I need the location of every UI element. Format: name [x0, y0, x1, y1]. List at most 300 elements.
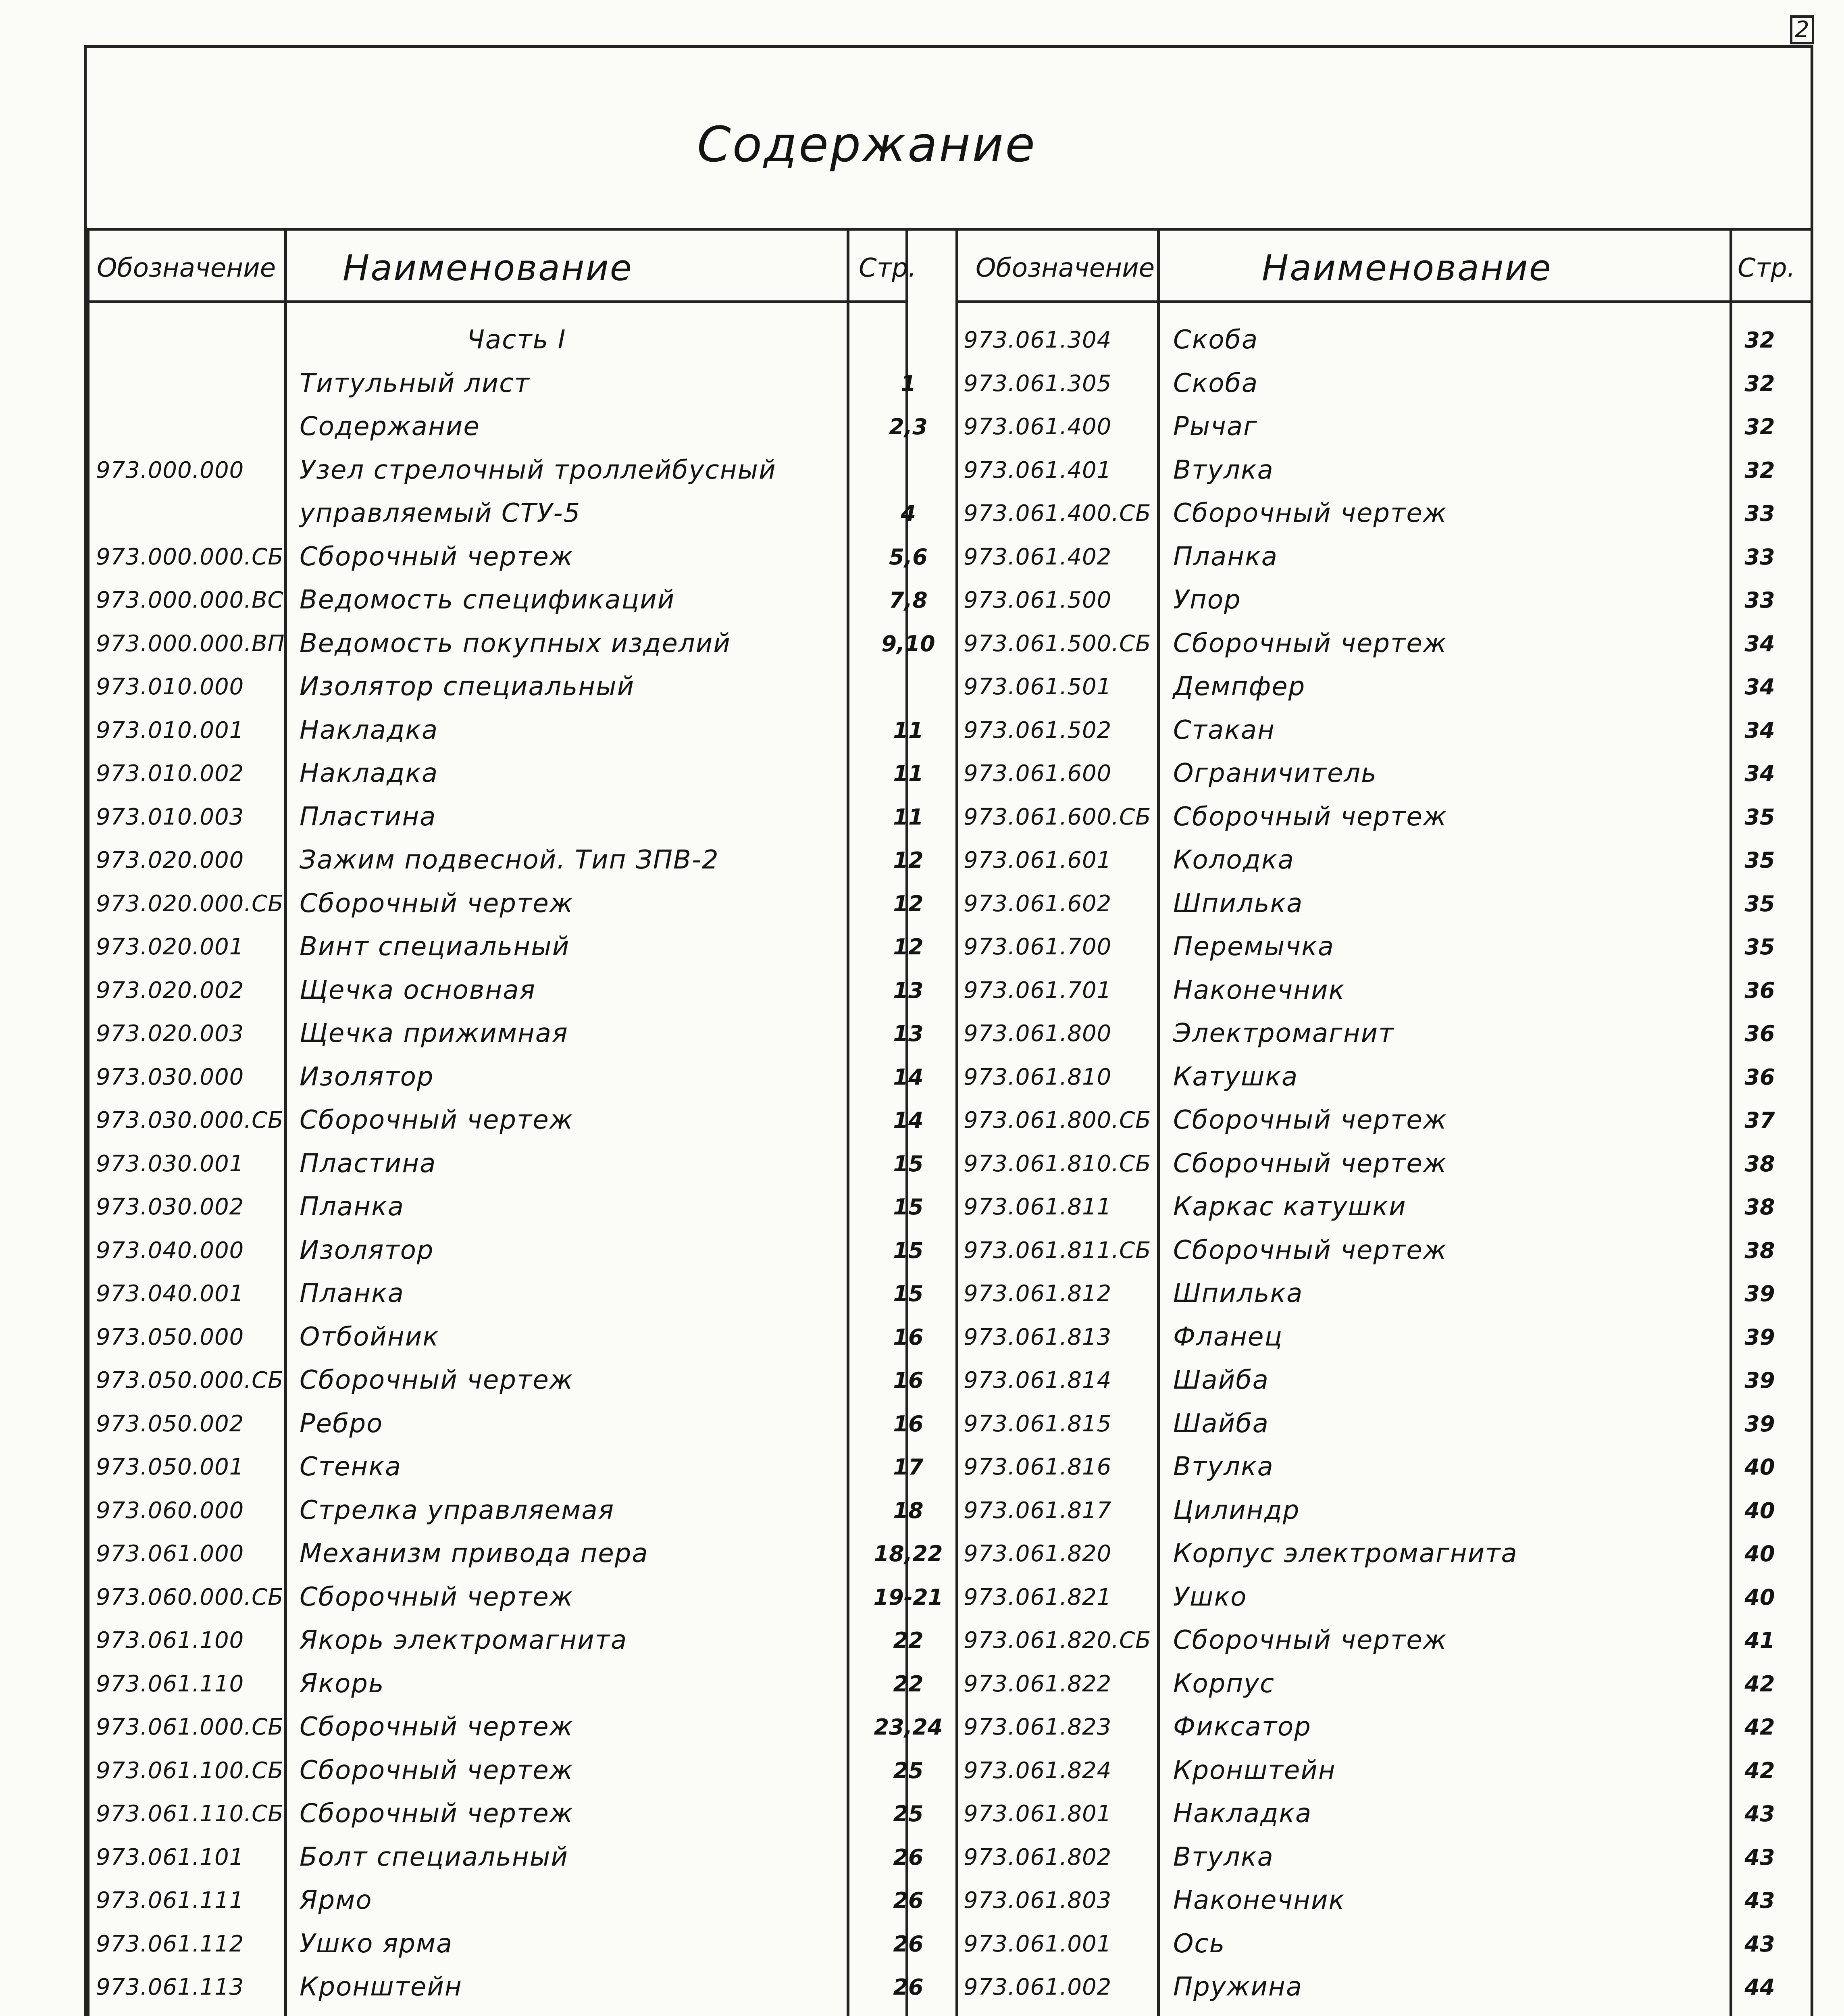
row-name: Шайба: [1173, 1365, 1269, 1395]
row-name: Изолятор специальный: [300, 672, 635, 702]
row-page: 43: [1744, 1801, 1775, 1826]
row-code: 973.061.401: [964, 457, 1112, 483]
row-page: 34: [1744, 761, 1775, 786]
row-page: 18,22: [874, 1541, 943, 1566]
row-page: 42: [1744, 1714, 1775, 1740]
row-name: Шпилька: [1173, 1279, 1303, 1308]
row-code: 973.000.000: [96, 457, 244, 483]
row-code: 973.020.002: [96, 977, 244, 1004]
row-code: 973.061.822: [964, 1670, 1112, 1697]
contents-row: [84, 839, 924, 882]
contents-row: [84, 1619, 924, 1662]
row-name: Кронштейн: [300, 1972, 462, 2002]
row-page: 2,3: [889, 414, 928, 439]
row-code: 973.010.000: [96, 674, 244, 700]
row-code: 973.061.400.СБ: [964, 500, 1151, 527]
contents-row: [955, 882, 1813, 926]
row-code: 973.030.001: [96, 1150, 244, 1177]
row-page: 14: [893, 1064, 924, 1090]
row-name: Фланец: [1173, 1322, 1283, 1352]
row-name: Пластина: [300, 802, 437, 832]
contents-row: [955, 622, 1813, 666]
contents-row: [84, 1229, 924, 1272]
row-page: 33: [1744, 544, 1775, 570]
row-page: 26: [893, 1931, 924, 1957]
row-code: 973.020.001: [96, 934, 244, 960]
row-name: Упор: [1173, 585, 1241, 615]
row-code: 973.061.001: [964, 1931, 1112, 1957]
row-code: 973.020.003: [96, 1020, 244, 1047]
row-name: Сборочный чертеж: [1173, 498, 1447, 528]
row-name: Катушка: [1173, 1062, 1299, 1092]
row-page: 39: [1744, 1411, 1775, 1437]
left-header-name: Наименование: [343, 247, 633, 289]
contents-row: [955, 1532, 1813, 1576]
row-code: 973.061.000: [96, 1541, 244, 1567]
row-name: Ограничитель: [1173, 758, 1377, 788]
row-page: 32: [1744, 371, 1775, 396]
row-name: Сборочный чертеж: [1173, 1105, 1447, 1135]
row-page: 12: [893, 848, 924, 873]
contents-row: [84, 1749, 924, 1793]
row-code: 973.061.002: [964, 1974, 1112, 2000]
row-page: 15: [893, 1151, 924, 1177]
row-page: 36: [1744, 977, 1775, 1003]
row-name: управляемый СТУ-5: [300, 498, 581, 528]
contents-row: [84, 882, 924, 926]
row-page: 34: [1744, 631, 1775, 656]
contents-row: [84, 1402, 924, 1446]
row-code: 973.061.112: [96, 1931, 244, 1957]
row-name: Стенка: [300, 1452, 402, 1482]
contents-row: [84, 1792, 924, 1836]
row-name: Каркас катушки: [1173, 1192, 1407, 1222]
row-page: 19-21: [873, 1584, 943, 1610]
row-page: 11: [893, 761, 924, 786]
contents-row: [955, 1836, 1813, 1879]
row-code: 973.050.000.СБ: [96, 1367, 284, 1393]
row-name: Сборочный чертеж: [1173, 1625, 1447, 1655]
row-page: 39: [1744, 1281, 1775, 1306]
contents-row: [84, 1706, 943, 1749]
contents-row: [955, 709, 1813, 752]
row-page: 26: [893, 1888, 924, 1913]
contents-row: [955, 1489, 1813, 1533]
row-name: Сборочный чертеж: [300, 1799, 574, 1829]
row-name: Часть I: [467, 325, 566, 355]
row-name: Сборочный чертеж: [1173, 1235, 1447, 1265]
row-page: 13: [893, 1021, 924, 1046]
row-code: 973.061.111: [96, 1887, 244, 1914]
contents-row: [955, 796, 1813, 839]
row-page: 17: [893, 1454, 924, 1480]
contents-row: [955, 1445, 1813, 1489]
right-header-divider: [955, 300, 1813, 303]
row-page: 18: [893, 1497, 924, 1523]
right-header-code: Обозначение: [976, 253, 1155, 283]
row-name: Накладка: [300, 758, 439, 788]
contents-row: [84, 1142, 924, 1186]
row-code: 973.061.817: [964, 1497, 1112, 1524]
contents-row: [84, 1879, 924, 1922]
row-code: 973.061.820.СБ: [964, 1627, 1151, 1654]
row-name: Планка: [1173, 541, 1278, 572]
contents-row: [955, 1056, 1813, 1099]
row-page: 1: [901, 371, 916, 396]
row-page: 9,10: [881, 631, 935, 656]
row-page: 22: [893, 1628, 924, 1653]
row-page: 39: [1744, 1324, 1775, 1350]
row-name: Щечка прижимная: [300, 1018, 568, 1048]
contents-row: [955, 579, 1813, 622]
row-code: 973.061.803: [964, 1887, 1112, 1914]
contents-row: [955, 665, 1813, 709]
row-code: 973.020.000: [96, 847, 244, 873]
contents-row: [84, 1532, 943, 1576]
row-code: 973.061.800.СБ: [964, 1107, 1151, 1133]
row-name: Наконечник: [1173, 975, 1345, 1005]
contents-row: [955, 1272, 1813, 1316]
title-divider: [84, 228, 1813, 231]
row-page: 15: [893, 1237, 924, 1263]
row-code: 973.061.811.СБ: [964, 1237, 1151, 1264]
row-code: 973.010.003: [96, 804, 244, 830]
row-code: 973.061.810: [964, 1064, 1112, 1090]
row-page: 35: [1744, 804, 1775, 830]
row-page: 39: [1744, 1368, 1775, 1393]
row-page: 43: [1744, 1844, 1775, 1870]
row-code: 973.050.001: [96, 1454, 244, 1480]
row-page: 16: [893, 1324, 924, 1350]
row-code: 973.000.000.ВП: [96, 630, 285, 657]
row-page: 40: [1744, 1497, 1775, 1523]
contents-row: [84, 1099, 924, 1142]
row-code: [96, 2009, 244, 2016]
row-name: Изолятор: [300, 1235, 434, 1265]
contents-row: [955, 1142, 1813, 1186]
row-code: 973.061.100.СБ: [96, 1757, 284, 1784]
row-code: 973.061.304: [964, 327, 1112, 353]
row-code: 973.061.100: [96, 1627, 244, 1654]
contents-row: [955, 1229, 1813, 1272]
row-name: Втулка: [1173, 1452, 1274, 1482]
row-page: 35: [1744, 934, 1775, 960]
row-name: Якорь: [300, 1668, 385, 1699]
row-code: 973.061.305: [964, 370, 1112, 397]
row-code: 973.000.000.СБ: [96, 544, 284, 570]
contents-row: [955, 362, 1813, 406]
row-name: Демпфер: [1173, 672, 1306, 702]
contents-row: [84, 752, 924, 796]
row-name: Втулка: [1173, 455, 1274, 485]
row-code: 973.061.812: [964, 1281, 1112, 1307]
row-code: 973.061.501: [964, 674, 1112, 700]
contents-row: [84, 1922, 924, 1966]
row-name: Сборочный чертеж: [300, 1755, 574, 1785]
row-page: 4: [901, 501, 916, 526]
row-page: 40: [1744, 1541, 1775, 1566]
row-name: Сборочный чертеж: [300, 1712, 574, 1742]
row-name: [1173, 2009, 1269, 2016]
contents-row: [955, 1402, 1813, 1446]
row-name: Ось: [1173, 1929, 1226, 1959]
row-name: Винт специальный: [300, 932, 570, 962]
row-page: 14: [893, 1108, 924, 1133]
row-page: 23,24: [874, 1714, 943, 1740]
row-name: Планка: [300, 1192, 404, 1222]
row-code: 973.010.001: [96, 717, 244, 744]
row-code: [964, 2009, 1111, 2016]
contents-row: [84, 2009, 908, 2016]
contents-row: [84, 535, 928, 579]
row-name: Стрелка управляемая: [300, 1495, 615, 1525]
row-name: Сборочный чертеж: [300, 541, 574, 572]
contents-row: [955, 492, 1813, 535]
contents-row: [84, 319, 908, 362]
row-name: Сборочный чертеж: [300, 888, 574, 918]
row-code: 973.040.000: [96, 1237, 244, 1264]
row-code: 973.050.000: [96, 1324, 244, 1350]
row-page: 11: [893, 717, 924, 743]
row-page: 41: [1744, 1628, 1775, 1653]
row-name: Электромагнит: [1173, 1018, 1394, 1048]
contents-row: [84, 1445, 924, 1489]
left-header-divider: [84, 300, 908, 303]
contents-row: [84, 362, 916, 406]
row-name: Втулка: [1173, 1842, 1274, 1872]
row-name: Корпус электромагнита: [1173, 1539, 1518, 1568]
row-name: Щечка основная: [300, 975, 536, 1005]
left-header-code: Обозначение: [97, 253, 276, 283]
row-page: 35: [1744, 848, 1775, 873]
row-name: Ушко: [1173, 1582, 1247, 1612]
row-page: 38: [1744, 1194, 1775, 1220]
row-page: 22: [893, 1671, 924, 1697]
row-name: Шайба: [1173, 1408, 1269, 1439]
right-header-page: Стр.: [1738, 253, 1795, 283]
row-page: 16: [893, 1368, 924, 1393]
contents-row: [955, 1879, 1813, 1922]
row-code: 973.061.700: [964, 934, 1112, 960]
row-name: Накладка: [300, 715, 439, 745]
row-code: 973.030.000: [96, 1064, 244, 1090]
row-name: Якорь электромагнита: [300, 1625, 628, 1655]
row-code: 973.061.816: [964, 1454, 1112, 1480]
contents-row: [84, 1836, 924, 1879]
row-code: 973.061.701: [964, 977, 1112, 1004]
row-code: 973.061.113: [96, 1974, 244, 2000]
row-code: 973.061.814: [964, 1367, 1112, 1393]
row-page: 38: [1744, 1151, 1775, 1177]
row-code: 973.030.002: [96, 1194, 244, 1220]
contents-row: [84, 1316, 924, 1359]
contents-row: [955, 969, 1813, 1012]
contents-row: [955, 1706, 1813, 1749]
row-code: 973.000.000.ВС: [96, 587, 284, 613]
row-code: 973.061.802: [964, 1844, 1112, 1870]
row-name: Рычаг: [1173, 412, 1258, 442]
row-page: 36: [1744, 1021, 1775, 1046]
row-name: Сборочный чертеж: [300, 1582, 574, 1612]
row-name: Скоба: [1173, 325, 1259, 355]
row-name: Сборочный чертеж: [1173, 628, 1447, 658]
contents-row: [955, 535, 1813, 579]
contents-row: [84, 796, 924, 839]
contents-row: [84, 709, 924, 752]
row-page: 34: [1744, 717, 1775, 743]
row-page: 32: [1744, 414, 1775, 439]
row-page: 12: [893, 891, 924, 916]
row-code: 973.061.502: [964, 717, 1112, 744]
row-code: 973.030.000.СБ: [96, 1107, 284, 1133]
row-code: 973.061.110.СБ: [96, 1801, 284, 1827]
row-code: 973.061.821: [964, 1584, 1112, 1610]
row-code: 973.061.823: [964, 1714, 1112, 1740]
contents-row: [955, 752, 1813, 796]
contents-row: [84, 925, 924, 969]
contents-row: [955, 1619, 1813, 1662]
contents-row: [955, 2009, 1813, 2016]
row-code: 973.061.101: [96, 1844, 244, 1870]
row-page: 15: [893, 1194, 924, 1220]
right-header-name: Наименование: [1262, 247, 1552, 289]
row-name: Отбойник: [300, 1322, 439, 1352]
contents-row: [955, 1922, 1813, 1966]
row-code: 973.061.600: [964, 760, 1112, 787]
contents-row: [84, 1489, 924, 1533]
contents-row: [84, 1576, 943, 1619]
row-page: 40: [1744, 1584, 1775, 1610]
row-name: Ярмо: [300, 1885, 373, 1915]
row-name: [300, 2009, 552, 2016]
row-name: Сборочный чертеж: [300, 1105, 574, 1135]
row-page: 33: [1744, 501, 1775, 526]
row-name: Корпус: [1173, 1668, 1275, 1699]
row-page: 38: [1744, 1237, 1775, 1263]
row-name: Пластина: [300, 1148, 437, 1179]
row-name: Пружина: [1173, 1972, 1303, 2002]
row-name: Ведомость покупных изделий: [300, 628, 731, 658]
row-page: 44: [1744, 1974, 1775, 2000]
row-page: 26: [893, 1974, 924, 2000]
row-code: 973.061.600.СБ: [964, 804, 1151, 830]
contents-row: [84, 579, 928, 622]
row-page: 35: [1744, 891, 1775, 916]
row-code: 973.060.000: [96, 1497, 244, 1524]
row-name: Титульный лист: [300, 368, 530, 398]
row-page: 13: [893, 977, 924, 1003]
row-page: 40: [1744, 1454, 1775, 1480]
row-name: Сборочный чертеж: [1173, 802, 1447, 832]
sheet-number: 2: [1795, 17, 1809, 43]
row-name: Ушко ярма: [300, 1929, 453, 1959]
row-name: Накладка: [1173, 1799, 1312, 1829]
contents-row: [955, 839, 1813, 882]
row-page: 42: [1744, 1758, 1775, 1783]
row-name: Стакан: [1173, 715, 1275, 745]
row-code: 973.010.002: [96, 760, 244, 787]
row-page: 26: [893, 1844, 924, 1870]
contents-row: [955, 405, 1813, 449]
row-code: 973.061.602: [964, 890, 1112, 917]
contents-row: [84, 1966, 924, 2009]
row-page: 43: [1744, 1888, 1775, 1913]
contents-row: [955, 1576, 1813, 1619]
contents-row: [955, 1012, 1813, 1056]
row-code: 973.050.002: [96, 1410, 244, 1437]
left-contents-column: [84, 319, 943, 2016]
row-page: 25: [893, 1758, 924, 1783]
row-page: [1730, 2009, 1790, 2016]
page-title: Содержание: [697, 117, 1037, 173]
row-code: 973.061.400: [964, 414, 1112, 440]
row-name: Шпилька: [1173, 888, 1303, 918]
row-page: 37: [1744, 1108, 1775, 1133]
contents-row: [84, 622, 935, 666]
contents-row: [955, 1966, 1813, 2009]
row-name: Планка: [300, 1279, 404, 1308]
contents-row: [84, 492, 916, 535]
row-page: 15: [893, 1281, 924, 1306]
contents-row: [84, 969, 924, 1012]
row-page: 25: [893, 1801, 924, 1826]
row-page: 5,6: [889, 544, 928, 570]
contents-row: [84, 405, 928, 449]
contents-row: [955, 319, 1813, 362]
row-code: 973.061.811: [964, 1194, 1112, 1220]
row-name: Цилиндр: [1173, 1495, 1300, 1525]
row-name: Изолятор: [300, 1062, 434, 1092]
row-name: Ведомость спецификаций: [300, 585, 675, 615]
left-header-page: Стр.: [859, 253, 916, 283]
row-page: 32: [1744, 327, 1775, 353]
contents-row: [955, 1099, 1813, 1142]
row-code: 973.061.601: [964, 847, 1112, 873]
row-page: 33: [1744, 587, 1775, 613]
row-name: Фиксатор: [1173, 1712, 1311, 1742]
contents-row: [84, 1012, 924, 1056]
row-name: Болт специальный: [300, 1842, 568, 1872]
row-code: 973.060.000.СБ: [96, 1584, 284, 1610]
row-code: 973.061.500.СБ: [964, 630, 1151, 657]
row-code: 973.061.801: [964, 1801, 1112, 1827]
row-name: Кронштейн: [1173, 1755, 1336, 1785]
contents-row: [955, 1185, 1813, 1229]
row-name: Ребро: [300, 1408, 383, 1439]
row-code: 973.061.813: [964, 1324, 1112, 1350]
contents-row: [955, 449, 1813, 492]
row-name: Колодка: [1173, 845, 1295, 875]
row-name: Сборочный чертеж: [1173, 1148, 1447, 1179]
row-code: 973.020.000.СБ: [96, 890, 284, 917]
row-name: Узел стрелочный троллейбусный: [300, 455, 776, 485]
row-code: 973.061.824: [964, 1757, 1112, 1784]
row-code: 973.061.500: [964, 587, 1112, 613]
contents-row: [84, 1272, 924, 1316]
row-name: Сборочный чертеж: [300, 1365, 574, 1395]
contents-row: [84, 1056, 924, 1099]
contents-row: [955, 1662, 1813, 1706]
sheet-number-box: [1790, 15, 1814, 44]
row-page: 12: [893, 934, 924, 960]
contents-row: [955, 1792, 1813, 1836]
contents-row: [84, 1662, 924, 1706]
row-name: Механизм привода пера: [300, 1539, 649, 1568]
right-contents-column: [955, 319, 1813, 2016]
contents-row: [955, 1316, 1813, 1359]
contents-row: [84, 449, 908, 492]
contents-row: [84, 1185, 924, 1229]
